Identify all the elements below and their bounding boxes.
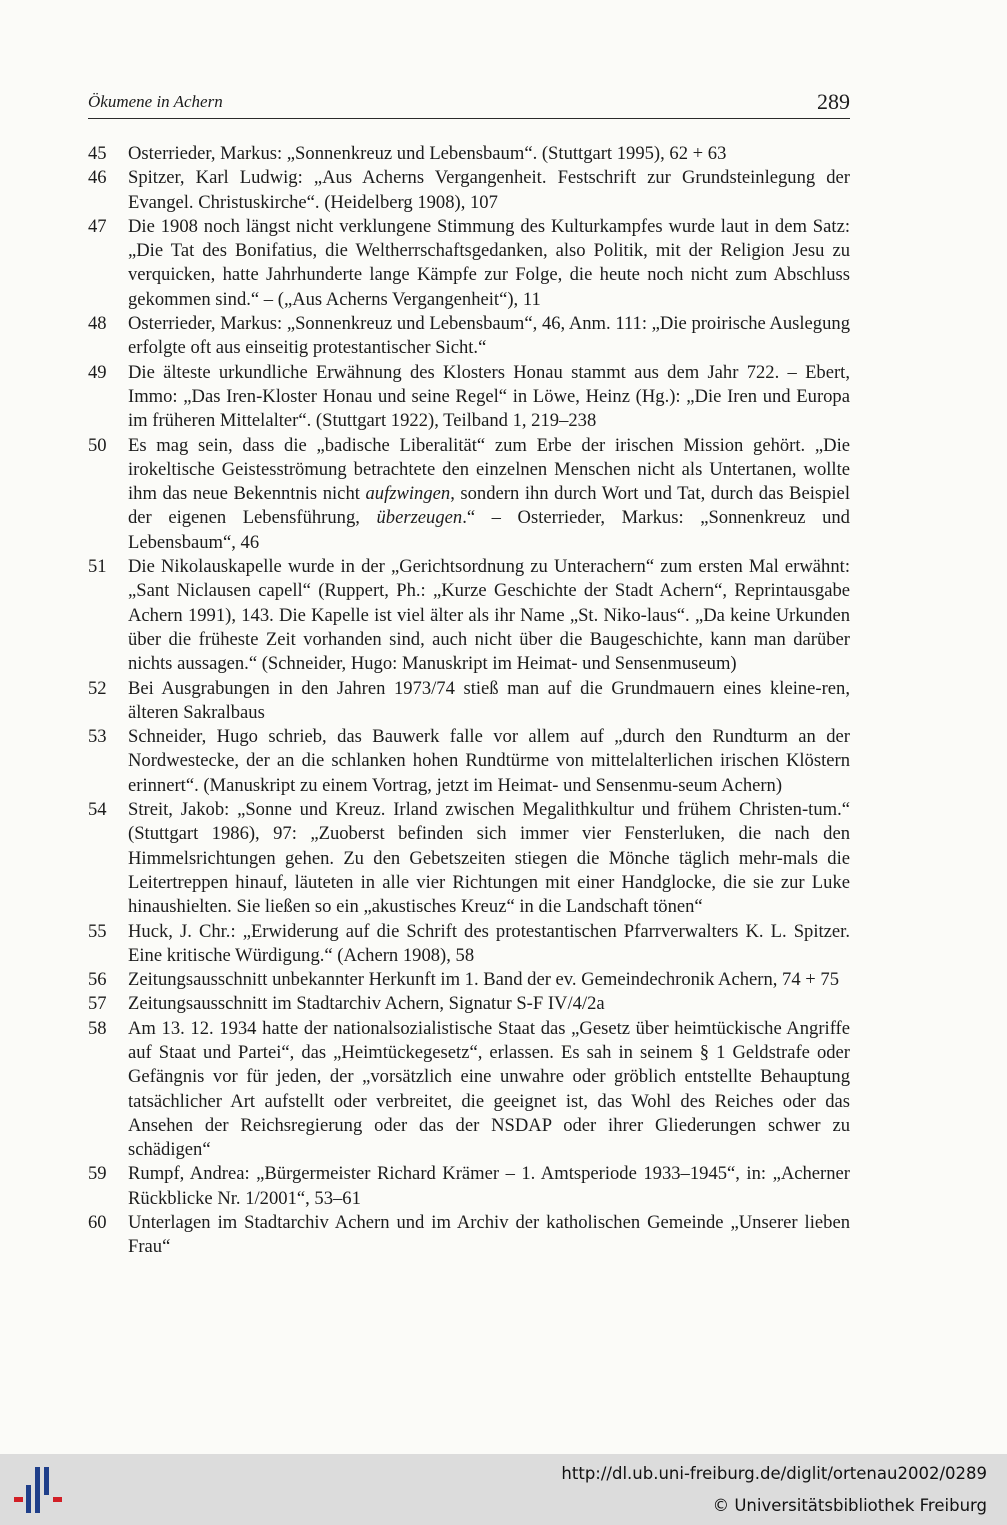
footnote-number: 53 — [88, 726, 107, 748]
footnote-number: 46 — [88, 167, 107, 189]
footnote-text: Osterrieder, Markus: „Sonnenkreuz und Lebensbaum“. (Stuttgart 1995), 62 + 63 — [128, 143, 727, 164]
footnote-text-part: .“ – Osterrieder, Markus: „Sonnenkreuz und Lebensbaum“, 46 — [128, 507, 850, 553]
footnote-number: 48 — [88, 313, 107, 335]
footnote-text: Zeitungsausschnitt im Stadtarchiv Achern, Signatur S-F IV/4/2a — [128, 993, 605, 1015]
footnote-47 — [88, 215, 850, 312]
running-title: Ökumene in Achern — [88, 92, 223, 111]
footnote-54 — [88, 798, 850, 919]
footnote-text: Die 1908 noch längst nicht verklungene Stimmung des Kulturkampfes wurde laut in dem Satz: „Die Tat des Bonifatius, die Weltherrschaftsgedanken, also Politik, mit der Religion Jesu zu verquicken, hatte Jahrhunderte lange Kämpfe zur Folge, die heute noch nicht zum Abschluss gekommen sind.“ – („Aus Acherns Vergangenheit“), 11 — [128, 215, 850, 310]
footnote-number: 50 — [88, 434, 107, 456]
footnotes-list — [88, 142, 850, 1260]
footnote-number: 55 — [88, 920, 107, 942]
footnote-number: 54 — [88, 799, 107, 821]
source-url-link[interactable]: http://dl.ub.uni-freiburg.de/diglit/ortenau2002/0289 — [561, 1464, 987, 1483]
footnote-text: Huck, J. Chr.: „Erwiderung auf die Schrift des protestantischen Pfarrverwalters K. L. Spitzer. Eine kritische Würdigung.“ (Achern 1908), 58 — [128, 920, 850, 966]
footnote-45 — [88, 142, 850, 166]
copyright-notice: © Universitätsbibliothek Freiburg — [712, 1496, 987, 1515]
footnote-52 — [88, 677, 850, 726]
footnote-51 — [88, 555, 850, 676]
footnote-text-part: Es mag sein, dass die „badische Liberalität“ zum Erbe der irischen Mission gehört. „Die irokeltische Geistesströmung betrachtete den einzelnen Menschen nicht als Untertanen, wollte ihm das neue Bekenntnis nicht — [128, 434, 850, 505]
footnote-60 — [88, 1211, 850, 1260]
footnote-number: 60 — [88, 1212, 107, 1234]
footnote-48 — [88, 312, 850, 361]
page-number: 289 — [817, 89, 850, 114]
footnote-text: Streit, Jakob: „Sonne und Kreuz. Irland zwischen Megalithkultur und frühem Christen-tum.“ (Stuttgart 1986), 97: „Zuoberst befinden sich immer vier Fensterluken, die nach den Himmelsrichtungen gehen. Zu den Gebetszeiten stiegen die Mönche täglich mehr-mals die Leitertreppen hinauf, läuteten in alle vier Richtungen mit einer Handglocke, die sie zur Luke hinaushielten. Sie ließen so ein „akustisches Kreuz“ in die Landschaft tönen“ — [128, 799, 850, 918]
footnote-text: Die älteste urkundliche Erwähnung des Klosters Honau stammt aus dem Jahr 722. – Ebert, Immo: „Das Iren-Kloster Honau und seine Regel“ in Löwe, Heinz (Hg.): „Die Iren und Europa im früheren Mittelalter“. (Stuttgart 1922), Teilband 1, 219–238 — [128, 361, 850, 432]
footnote-text: Schneider, Hugo schrieb, das Bauwerk falle vor allem auf „durch den Rundturm an der Nordwestecke, der an die schlanken hohen Rundtürme von mittelalterlichen irischen Klöstern erinnert“. (Manuskript zu einem Vortrag, jetzt im Heimat- und Sensenmu-seum Achern) — [128, 726, 850, 796]
footnote-text: Spitzer, Karl Ludwig: „Aus Acherns Vergangenheit. Festschrift zur Grundsteinlegung der Evangel. Christuskirche“. (Heidelberg 1908), 107 — [128, 167, 850, 213]
footnote-text: Osterrieder, Markus: „Sonnenkreuz und Lebensbaum“, 46, Anm. 111: „Die proirische Auslegung erfolgte oft aus einseitig protestantischer Sicht.“ — [128, 313, 850, 359]
footnote-46 — [88, 166, 850, 215]
footnote-text: Unterlagen im Stadtarchiv Achern und im Archiv der katholischen Gemeinde „Unserer lieben Frau“ — [128, 1212, 850, 1258]
footnote-number: 47 — [88, 215, 107, 237]
footnote-59 — [88, 1162, 850, 1211]
footnote-49 — [88, 361, 850, 434]
footnote-text: Am 13. 12. 1934 hatte der nationalsozialistische Staat das „Gesetz über heimtückische Angriffe auf Staat und Partei“, das „Heimtückegesetz“, erlassen. Es sah in seinem § 1 Geldstrafe oder Gefängnis vor für jeden, der „vorsätzlich eine unwahre oder gröblich entstellte Behauptung tatsächlicher Art aufstellt oder verbreitet, die geeignet ist, das Wohl des Reiches oder das Ansehen der Reichsregierung oder das der NSDAP oder ihrer Gliederungen schwer zu schädigen“ — [128, 1017, 850, 1161]
footnote-number: 59 — [88, 1163, 107, 1185]
footnote-emphasis: aufzwingen — [365, 483, 451, 505]
footnote-53 — [88, 725, 850, 798]
footnote-number: 49 — [88, 361, 107, 383]
footnote-50 — [88, 434, 850, 555]
viewer-footer — [0, 1454, 1007, 1525]
footnote-text — [128, 434, 850, 555]
page-header — [88, 86, 850, 119]
footnote-number: 56 — [88, 969, 107, 991]
footnote-55 — [88, 920, 850, 969]
footnote-text: Rumpf, Andrea: „Bürgermeister Richard Krämer – 1. Amtsperiode 1933–1945“, in: „Acherner Rückblicke Nr. 1/2001“, 53–61 — [128, 1163, 850, 1209]
footnote-number: 51 — [88, 556, 107, 578]
footnote-number: 45 — [88, 143, 107, 164]
footnote-56 — [88, 968, 850, 992]
footnote-text-part: , sondern ihn durch Wort und Tat, durch das Beispiel der eigenen Lebensführung, — [128, 483, 850, 529]
footnote-text: Bei Ausgrabungen in den Jahren 1973/74 stieß man auf die Grundmauern eines kleine-ren, älteren Sakralbaus — [128, 677, 850, 723]
ub-freiburg-logo-icon[interactable] — [14, 1464, 66, 1516]
footnote-number: 57 — [88, 993, 107, 1015]
footnote-text: Zeitungsausschnitt unbekannter Herkunft im 1. Band der ev. Gemeindechronik Achern, 74 + 75 — [128, 969, 840, 991]
footnote-number: 58 — [88, 1017, 107, 1039]
footnote-text: Die Nikolauskapelle wurde in der „Gerichtsordnung zu Unterachern“ zum ersten Mal erwähnt: „Sant Niclausen capell“ (Ruppert, Ph.: „Kurze Geschichte der Stadt Achern“, Reprintausgabe Achern 1991), 143. Die Kapelle ist viel älter als ihr Name „St. Niko-laus“. „Da keine Urkunden über die früheste Zeit vorhanden sind, auch nicht über die Baugeschichte, kann man darüber nichts aussagen.“ (Schneider, Hugo: Manuskript im Heimat- und Sensenmuseum) — [128, 556, 850, 675]
footnote-58 — [88, 1017, 850, 1163]
footnote-number: 52 — [88, 677, 107, 699]
footnote-57 — [88, 992, 850, 1016]
footnote-emphasis: überzeugen — [376, 507, 463, 529]
